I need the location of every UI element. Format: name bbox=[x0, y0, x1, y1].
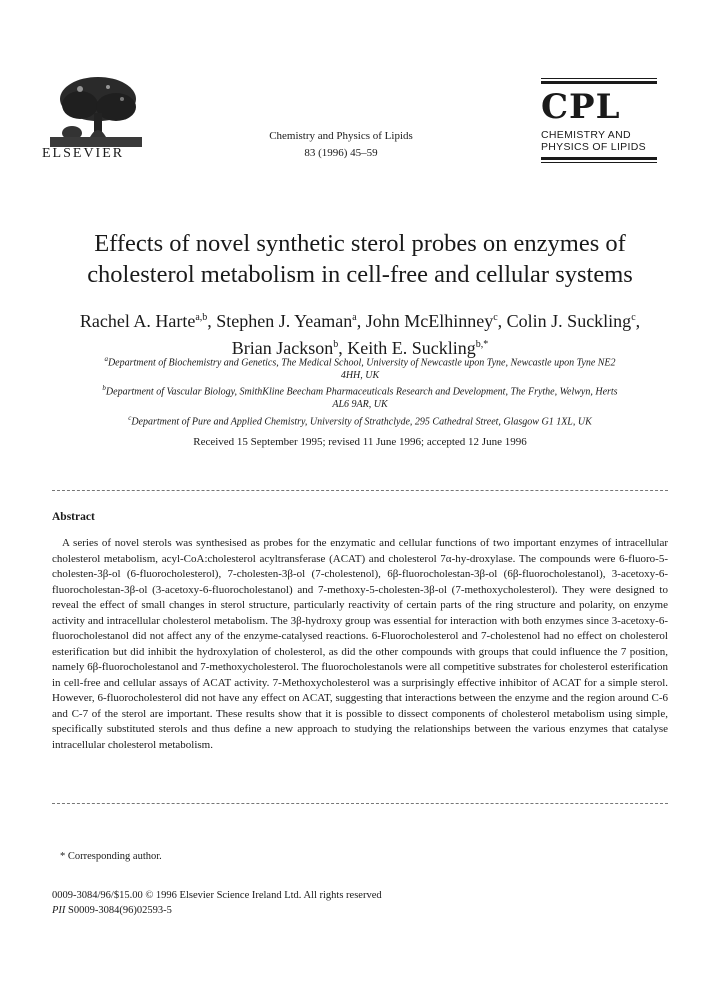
author-separator: , bbox=[207, 311, 217, 331]
affiliations bbox=[24, 353, 696, 428]
abstract-heading: Abstract bbox=[52, 511, 95, 523]
author-name: Stephen J. Yeaman bbox=[216, 311, 353, 331]
affiliation-mark: c bbox=[128, 413, 132, 422]
author-affil-mark: b,* bbox=[475, 339, 489, 350]
journal-subtitle-2: PHYSICS OF LIPIDS bbox=[541, 141, 646, 153]
top-rule bbox=[541, 78, 657, 79]
author-affil-mark: c bbox=[631, 312, 636, 323]
affiliation-a bbox=[24, 353, 696, 370]
journal-abbrev: CPL bbox=[541, 87, 621, 127]
journal-name: Chemistry and Physics of Lipids bbox=[269, 130, 413, 142]
affiliation-text: Department of Biochemistry and Genetics, The Medical School, University of Newcastle upon Tyne, Newcastle upon Tyne NE2 bbox=[107, 357, 616, 369]
author-separator: , bbox=[356, 311, 366, 331]
author-affil-mark: a bbox=[352, 312, 357, 323]
author-affil-mark: b bbox=[333, 339, 339, 350]
affiliation-b bbox=[24, 382, 696, 399]
affiliation-c bbox=[24, 412, 696, 429]
bottom-rule-thick bbox=[541, 157, 657, 160]
author-name: Keith E. Suckling bbox=[347, 338, 476, 358]
journal-citation bbox=[236, 128, 446, 162]
section-divider bbox=[52, 803, 668, 804]
author-line-1 bbox=[40, 306, 680, 333]
affiliation-mark: b bbox=[102, 384, 106, 393]
journal-subtitle-1: CHEMISTRY AND bbox=[541, 129, 631, 141]
pii-label: PII bbox=[52, 905, 66, 916]
copyright-line: 0009-3084/96/$15.00 © 1996 Elsevier Science Ireland Ltd. All rights reserved bbox=[52, 890, 382, 901]
affiliation-text: Department of Pure and Applied Chemistry, University of Strathclyde, 295 Cathedral Street, Glasgow G1 1XL, UK bbox=[131, 415, 592, 427]
pii-line bbox=[52, 903, 382, 918]
affiliation-a-cont: 4HH, UK bbox=[340, 369, 380, 381]
author-affil-mark: a,b bbox=[195, 312, 208, 323]
journal-issue: 83 (1996) 45–59 bbox=[304, 147, 378, 159]
author-name: Rachel A. Harte bbox=[79, 311, 196, 331]
bottom-rule bbox=[541, 162, 657, 163]
author-name: Brian Jackson bbox=[231, 338, 334, 358]
received-dates: Received 15 September 1995; revised 11 June 1996; accepted 12 June 1996 bbox=[193, 436, 527, 448]
author-name: Colin J. Suckling bbox=[506, 311, 632, 331]
elsevier-tree-logo bbox=[50, 75, 142, 147]
abstract-body: A series of novel sterols was synthesised as probes for the enzymatic and cellular functions of two important enzymes of intracellular cholesterol metabolism, acyl-CoA:cholesterol acyltransferase (ACAT) and cholesterol 7α-hy-droxylase. The compounds were 6-fluoro-5-cholesten-3β-ol (6-fluorocholesterol), 7-cholesten-3β-ol (7-cholestenol), 6β-fluorocholestan-3β-ol (6β-fluorocholestanol), 3-acetoxy-6-fluorocholestan-3β-ol (3-acetoxy-6-fluorocholestanol) and 7-methoxy-5-cholesten-3β-ol (7-methoxycholesterol). They were designed to reveal the effect of small changes in sterol structure, particularly reactivity of certain parts of the ring structure and polarity, on enzyme activity and intracellular cholesterol metabolism. The 3β-hydroxy group was essential for interaction with both enzymes since 3-acetoxy-6-fluorocholestanol did not affect any of the enzyme-catalysed reactions. 6-Fluorocholesterol and 7-cholestenol had no effect on cholesterol esterification but did inhibit the hydroxylation of cholesterol, as did the other compounds with groups that could influence the 7 position, namely 6β-fluorocholestanol and 7-methoxycholesterol. The fluorocholestanols were all competitive substrates for cholesterol esterification in cell-free and cellular assays of ACAT activity. 7-Methoxycholesterol was a surprisingly effective inhibitor of ACAT for a simple sterol. However, 6-fluorocholesterol did not have any effect on ACAT, suggesting that interactions between the enzyme and the region around C-6 and C-7 of the sterol are important. These results show that it is possible to dissect components of cholesterol metabolism using simple, specifically substituted sterols and thus define a new approach to studying the relationships between the various enzymes that catalyse intracellular cholesterol metabolism. bbox=[52, 537, 669, 751]
author-affil-mark: c bbox=[493, 312, 498, 323]
author-separator: , bbox=[497, 311, 507, 331]
affiliation-text: Department of Vascular Biology, SmithKline Beecham Pharmaceuticals Research and Development, The Frythe, Welwyn, Herts bbox=[105, 386, 618, 398]
affiliation-b-cont: AL6 9AR, UK bbox=[332, 399, 388, 411]
title-line-2: cholesterol metabolism in cell-free and cellular systems bbox=[87, 261, 633, 288]
copyright-block bbox=[52, 888, 382, 918]
title-line-1: Effects of novel synthetic sterol probes on enzymes of bbox=[94, 230, 626, 257]
author-list bbox=[40, 306, 680, 360]
publisher-name: ELSEVIER bbox=[42, 146, 125, 161]
author-separator: , bbox=[635, 311, 641, 331]
author-separator: , bbox=[338, 338, 348, 358]
author-name: John McElhinney bbox=[365, 311, 494, 331]
corresponding-author-note: * Corresponding author. bbox=[60, 851, 162, 862]
section-divider bbox=[52, 490, 668, 491]
affiliation-mark: a bbox=[104, 355, 108, 363]
article-title bbox=[40, 228, 680, 290]
journal-logo-block bbox=[541, 78, 657, 165]
pii-value: S0009-3084(96)02593-5 bbox=[68, 905, 172, 916]
top-rule-thick bbox=[541, 81, 657, 84]
